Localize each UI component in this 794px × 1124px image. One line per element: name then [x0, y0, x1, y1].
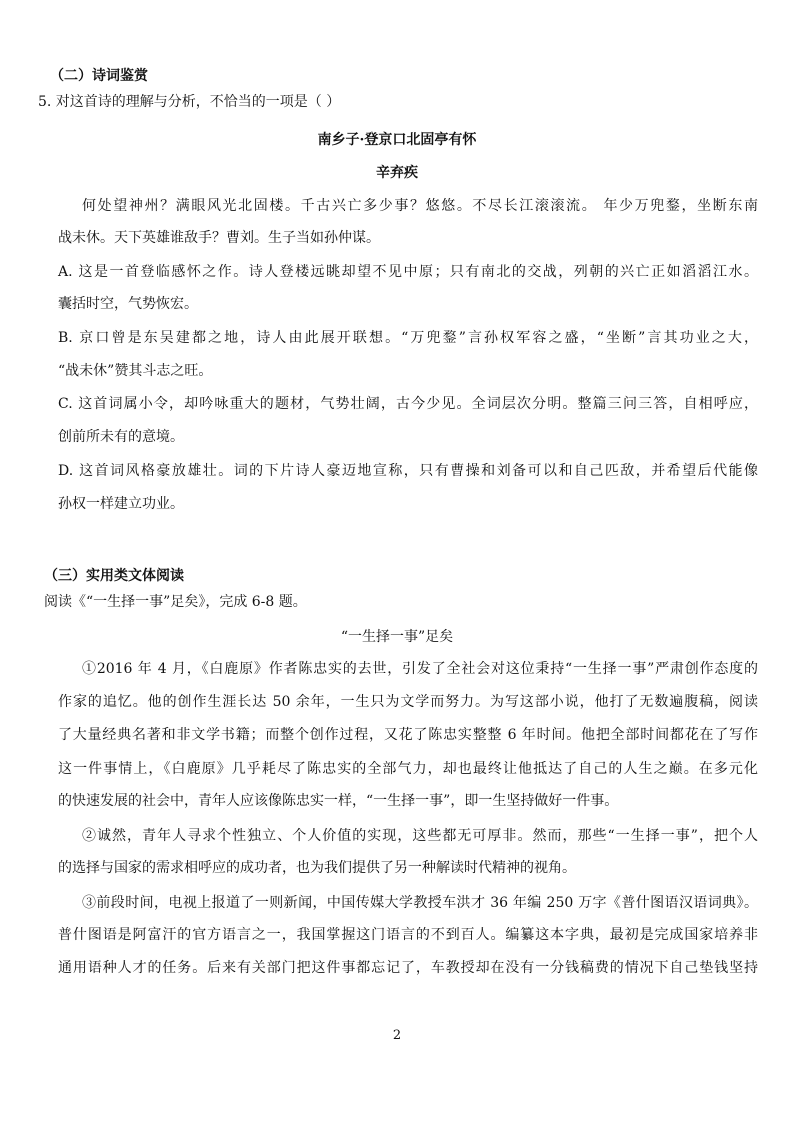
- option-a-line: A. 这是一首登临感怀之作。诗人登楼远眺却望不见中原；只有南北的交战，列朝的兴亡正如滔滔江水。: [58, 264, 758, 280]
- paragraph-1-line: 作家的追忆。他的创作生涯长达 50 余年，一生只为文学而努力。为写这部小说，他打了无数遍腹稿，阅读: [58, 694, 758, 710]
- paragraph-2-line: ②诚然，青年人寻求个性独立、个人价值的实现，这些都无可厚非。然而，那些“一生择一事”，把个人: [82, 828, 758, 844]
- section-heading-poetry: （二）诗词鉴赏: [50, 68, 148, 84]
- paragraph-1-line: 这一件事情上，《白鹿原》几乎耗尽了陈忠实的全部气力，却也最终让他抵达了自己的人生之巅。在多元化: [58, 761, 758, 777]
- option-a-line: 囊括时空，气势恢宏。: [58, 296, 198, 312]
- question-5: 5. 对这首诗的理解与分析，不恰当的一项是（ ）: [38, 94, 341, 110]
- poem-line: 战未休。天下英雄谁敌手？曹刘。生子当如孙仲谋。: [58, 230, 380, 246]
- page-number: 2: [392, 1028, 402, 1043]
- paragraph-3-line: ③前段时间，电视上报道了一则新闻，中国传媒大学教授车洪才 36 年编 250 万字《普什图语汉语词典》。: [82, 895, 758, 911]
- option-c-line: C. 这首词属小令，却吟咏重大的题材，气势壮阔，古今少见。全词层次分明。整篇三问三答，自相呼应，: [58, 396, 758, 412]
- option-c-line: 创前所未有的意境。: [58, 429, 184, 445]
- paragraph-1-line: 了大量经典名著和非文学书籍；而整个创作过程，又花了陈忠实整整 6 年时间。他把全部时间都花在了写作: [58, 727, 758, 743]
- poem-author: 辛弃疾: [376, 165, 418, 181]
- poem-title: 南乡子·登京口北固亭有怀: [317, 132, 477, 148]
- paragraph-1-line: 的快速发展的社会中，青年人应该像陈忠实一样，“一生择一事”，即一生坚持做好一件事。: [58, 793, 619, 809]
- reading-instruction: 阅读《“一生择一事”足矣》，完成 6-8 题。: [44, 594, 307, 610]
- option-d-line: D. 这首词风格豪放雄壮。词的下片诗人豪迈地宣称，只有曹操和刘备可以和自己匹敌，并希望后代能像: [58, 463, 758, 479]
- article-title: “一生择一事”足矣: [340, 629, 454, 645]
- paragraph-3-line: 普什图语是阿富汗的官方语言之一，我国掌握这门语言的不到百人。编纂这本字典，最初是完成国家培养非: [58, 927, 758, 943]
- paragraph-2-line: 的选择与国家的需求相呼应的成功者，也为我们提供了另一种解读时代精神的视角。: [58, 860, 576, 876]
- option-d-line: 孙权一样建立功业。: [58, 496, 184, 512]
- poem-line: 何处望神州？满眼风光北固楼。千古兴亡多少事？悠悠。不尽长江滚滚流。 年少万兜鍪，坐断东南: [82, 198, 758, 214]
- option-b-line: B. 京口曾是东吴建都之地，诗人由此展开联想。“万兜鍪”言孙权军容之盛，“坐断”言其功业之大，: [58, 330, 758, 346]
- section-heading-practical: （三）实用类文体阅读: [44, 568, 184, 584]
- option-b-line: “战未休”赞其斗志之旺。: [58, 363, 213, 379]
- paragraph-3-line: 通用语种人才的任务。后来有关部门把这件事都忘记了，车教授却在没有一分钱稿费的情况下自己垫钱坚持: [58, 960, 758, 976]
- paragraph-1-line: ①2016 年 4 月，《白鹿原》作者陈忠实的去世，引发了全社会对这位秉持“一生择一事”严肃创作态度的: [82, 661, 758, 677]
